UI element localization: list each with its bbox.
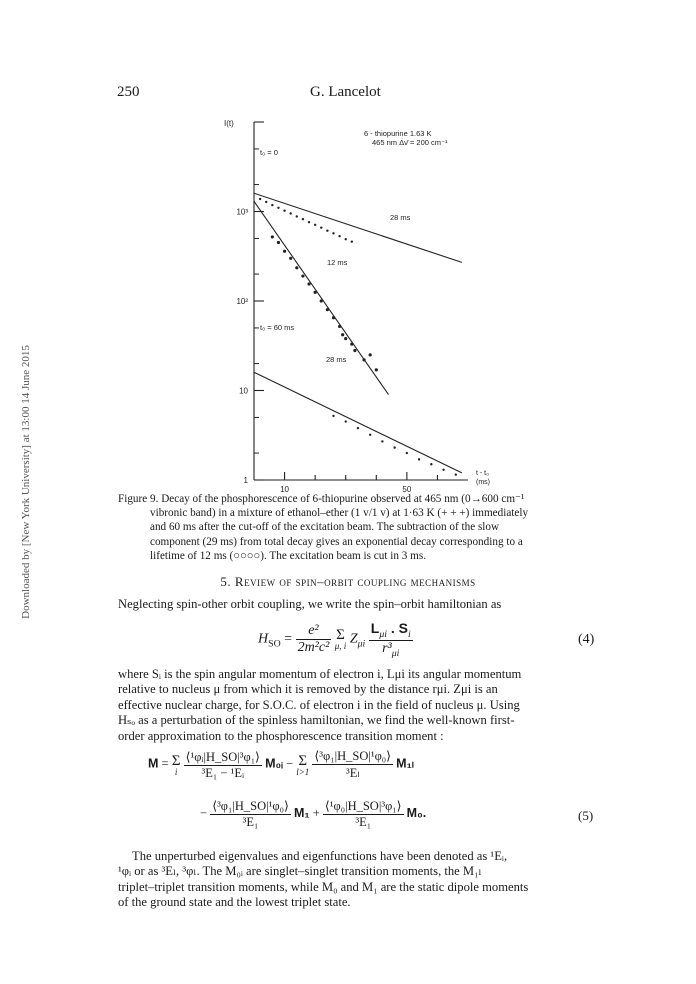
data-point bbox=[289, 257, 292, 260]
eq5-t2-den: ³Eₗ bbox=[345, 766, 360, 780]
lifetime-label-lower: 28 ms bbox=[326, 355, 347, 364]
eq4-sum: Σ bbox=[336, 627, 345, 644]
data-point bbox=[344, 337, 347, 340]
para-line: relative to nucleus μ from which it is removed by the distance rμi. Zμi is an bbox=[118, 682, 498, 697]
data-point bbox=[302, 218, 304, 220]
eq5-sum1-sub: i bbox=[174, 766, 178, 777]
eq5-eq: = bbox=[161, 756, 169, 771]
eq5-t2-m: M₁ₗ bbox=[396, 756, 414, 771]
data-point bbox=[296, 215, 298, 217]
data-point bbox=[345, 238, 347, 240]
eq4-r-sub: μi bbox=[391, 647, 400, 659]
data-point bbox=[362, 358, 365, 361]
data-point bbox=[314, 291, 317, 294]
eq5-sum2: Σ bbox=[298, 752, 308, 769]
eq4-den: 2m²c² bbox=[297, 639, 330, 655]
data-point bbox=[332, 415, 334, 417]
x-tick-label: 50 bbox=[402, 485, 412, 494]
data-point bbox=[295, 266, 298, 269]
data-point bbox=[381, 440, 383, 442]
eq4-num: e² bbox=[296, 623, 332, 640]
data-point bbox=[277, 241, 280, 244]
eq4-r: r³ bbox=[382, 640, 392, 656]
eq5-t1-den: ³E₁ − ¹Eᵢ bbox=[201, 765, 244, 780]
data-point bbox=[289, 212, 291, 214]
para-line: order approximation to the phosphorescence transition moment : bbox=[118, 728, 444, 743]
data-point bbox=[369, 434, 371, 436]
para-line: triplet–triplet transition moments, while M₀ and M₁ are the static dipole moments bbox=[118, 879, 529, 894]
figure-caption bbox=[118, 492, 604, 563]
equation-4 bbox=[258, 620, 413, 664]
data-point bbox=[455, 473, 457, 475]
x-tick-label: 10 bbox=[280, 485, 290, 494]
x-axis-label: t - t₀ bbox=[476, 470, 490, 477]
data-point bbox=[283, 210, 285, 212]
para-line: effective nuclear charge, for S.O.C. of electron i in the field of nucleus μ. Using bbox=[118, 697, 520, 712]
eq4-S: . S bbox=[386, 620, 408, 636]
eq5-t1-num: ⟨¹φᵢ|H_SO|³φ₁⟩ bbox=[185, 749, 260, 764]
data-point bbox=[369, 353, 372, 356]
data-point bbox=[357, 427, 359, 429]
data-point bbox=[418, 458, 420, 460]
data-point bbox=[351, 240, 353, 242]
data-point bbox=[430, 463, 432, 465]
eq5-t4-m: M₀. bbox=[406, 805, 427, 820]
caption-line: and 60 ms after the cut-off of the excitation beam. The subtraction of the slow bbox=[150, 521, 500, 534]
data-point bbox=[320, 226, 322, 228]
eq5-t3-num: ⟨³φ₁|H_SO|¹φ₀⟩ bbox=[212, 799, 289, 813]
data-point bbox=[283, 250, 286, 253]
data-point bbox=[320, 299, 323, 302]
eq4-S-sub: i bbox=[407, 628, 411, 640]
lifetime-label-upper: 28 ms bbox=[390, 213, 411, 222]
y-axis-label: I(t) bbox=[224, 119, 234, 128]
para-line: Hₛₒ as a perturbation of the spinless hamiltonian, we find the well-known first- bbox=[118, 713, 515, 728]
para-line: The unperturbed eigenvalues and eigenfunctions have been denoted as ¹Eᵢ, bbox=[132, 849, 508, 863]
data-point bbox=[314, 224, 316, 226]
x-axis-unit: (ms) bbox=[476, 479, 490, 486]
decay-chart bbox=[214, 112, 506, 502]
download-notice: Downloaded by [New York University] at 13:00 14 June 2015 bbox=[20, 345, 32, 619]
lifetime-label-fast: 12 ms bbox=[327, 258, 348, 267]
caption-line: vibronic band) in a mixture of ethanol–ether (1 v/1 v) at 1·63 K (+ + +) immediately bbox=[150, 507, 529, 520]
data-point bbox=[326, 308, 329, 311]
eq5-plus: + bbox=[312, 805, 320, 820]
data-point bbox=[307, 282, 310, 285]
eq5-minus: − bbox=[286, 756, 294, 771]
y-tick-label: 10³ bbox=[236, 207, 248, 217]
annotation-subtitle: 465 nm Δν̄ = 200 cm⁻¹ bbox=[372, 138, 448, 147]
figure-9-plot bbox=[214, 112, 506, 502]
section-title: 5. Review of spin–orbit coupling mechanisms bbox=[220, 574, 476, 589]
eq4-z: Z bbox=[349, 631, 358, 647]
data-point bbox=[332, 232, 334, 234]
eq5-number: (5) bbox=[578, 808, 594, 823]
paragraph bbox=[118, 849, 604, 911]
data-point bbox=[326, 230, 328, 232]
y-tick-label: 10² bbox=[236, 297, 248, 306]
data-point bbox=[341, 333, 344, 336]
data-point bbox=[271, 204, 273, 206]
data-point bbox=[308, 221, 310, 223]
page-number: 250 bbox=[117, 84, 140, 100]
eq4-equals: = bbox=[284, 631, 293, 647]
equation-5-row2 bbox=[200, 798, 600, 830]
eq4-lhs: H bbox=[258, 631, 269, 647]
eq5-t2-num: ⟨³φ₁|H_SO|¹φ₀⟩ bbox=[314, 749, 392, 763]
t0-zero-label: t₀ = 0 bbox=[260, 148, 278, 157]
para-line: ¹φᵢ or as ³Eₗ, ³φₗ. The M₀ᵢ are singlet–singlet transition moments, the M₁ₗ bbox=[118, 864, 482, 879]
eq5-t4-num: ⟨¹φ₀|H_SO|³φ₁⟩ bbox=[324, 799, 402, 813]
fit-line bbox=[254, 201, 389, 394]
data-points bbox=[259, 198, 457, 476]
eq5-t3-den: ³E₁ bbox=[242, 815, 259, 829]
data-point bbox=[259, 198, 261, 200]
plot-labels bbox=[224, 119, 490, 494]
y-tick-label: 1 bbox=[243, 476, 248, 485]
eq5-sum1: Σ bbox=[171, 752, 181, 769]
data-point bbox=[271, 235, 274, 238]
fit-lines bbox=[254, 193, 462, 473]
running-head: G. Lancelot bbox=[310, 84, 381, 100]
paragraph: Neglecting spin-other orbit coupling, we write the spin–orbit hamiltonian as bbox=[118, 597, 502, 611]
eq5-t3-m: M₁ bbox=[293, 805, 310, 820]
eq5-minus2: − bbox=[200, 805, 208, 820]
eq4-number: (4) bbox=[578, 632, 595, 647]
eq4-sum-sub: μ, i bbox=[334, 641, 347, 652]
eq5-sum2-sub: l>1 bbox=[296, 766, 310, 777]
eq4-lhs-sub: SO bbox=[268, 638, 281, 650]
data-point bbox=[345, 420, 347, 422]
eq4-L: L bbox=[370, 620, 380, 636]
data-point bbox=[332, 316, 335, 319]
t0-sixty-label: t₀ = 60 ms bbox=[260, 323, 295, 332]
data-point bbox=[406, 452, 408, 454]
data-point bbox=[442, 469, 444, 471]
data-point bbox=[301, 274, 304, 277]
y-tick-label: 10 bbox=[239, 386, 248, 396]
eq5-m: M bbox=[148, 756, 159, 771]
data-point bbox=[375, 368, 378, 371]
eq4-L-sub: μi bbox=[379, 628, 387, 640]
data-point bbox=[350, 342, 353, 345]
caption-line: Figure 9. Decay of the phosphorescence of 6-thiopurine observed at 465 nm (0→600 cm⁻¹ bbox=[118, 493, 525, 505]
para-line: of the ground state and the lowest triplet state. bbox=[118, 895, 351, 910]
data-point bbox=[353, 349, 356, 352]
axes bbox=[254, 122, 468, 480]
equation-5-row1 bbox=[148, 748, 578, 781]
data-point bbox=[338, 235, 340, 237]
para-line: where Sᵢ is the spin angular momentum of electron i, Lμi its angular momentum bbox=[118, 667, 522, 681]
data-point bbox=[338, 325, 341, 328]
paragraph bbox=[118, 667, 604, 744]
data-point bbox=[277, 207, 279, 209]
data-point bbox=[265, 201, 267, 203]
eq5-t4-den: ³E₁ bbox=[355, 815, 372, 829]
data-point bbox=[393, 446, 395, 448]
fit-line bbox=[254, 372, 462, 473]
eq4-z-sub: μi bbox=[357, 638, 366, 650]
caption-line: component (29 ms) from total decay gives an exponential decay corresponding to a bbox=[150, 535, 523, 548]
caption-line: lifetime of 12 ms (○○○○). The excitation beam is cut in 3 ms. bbox=[150, 549, 426, 562]
eq5-t1-m: M₀ᵢ bbox=[265, 756, 283, 771]
annotation-title: 6 - thiopurine 1.63 K bbox=[364, 129, 432, 138]
